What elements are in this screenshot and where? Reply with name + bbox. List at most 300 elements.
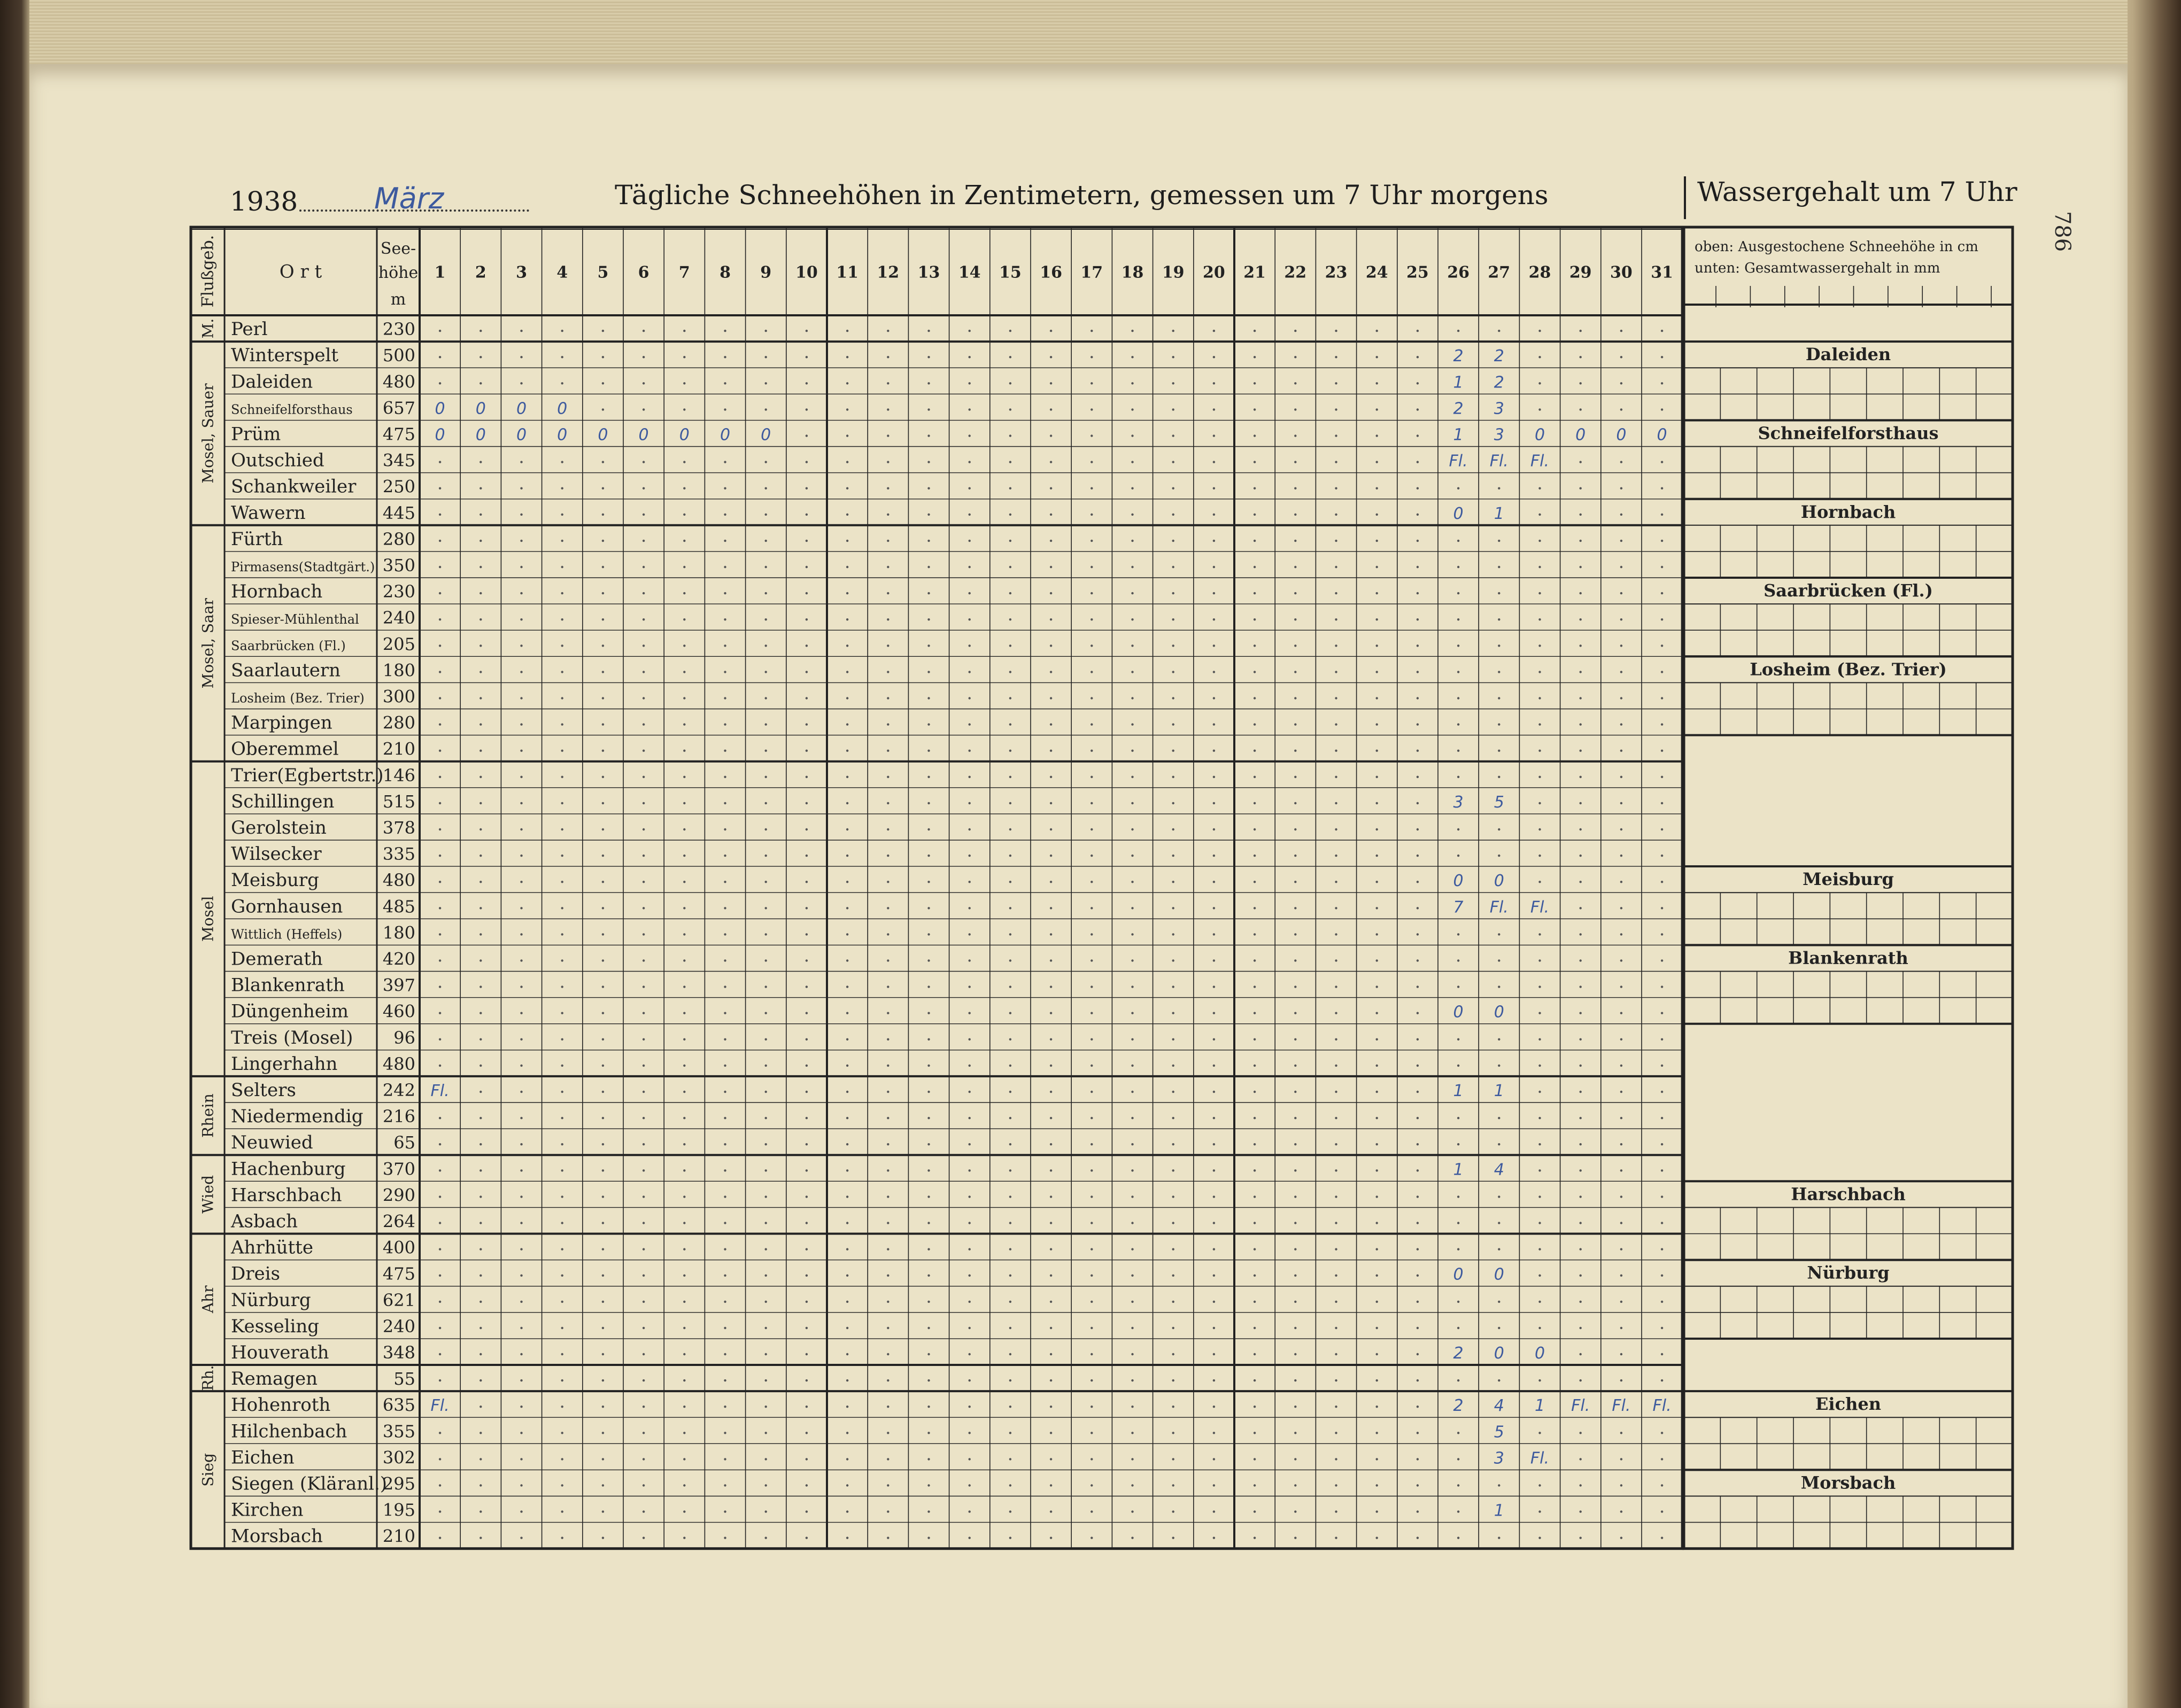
empty-dot: [887, 645, 889, 647]
empty-dot: [1457, 1379, 1459, 1381]
station-name: Treis (Mosel): [231, 1027, 353, 1049]
empty-dot: [1580, 723, 1582, 725]
empty-dot: [520, 1065, 522, 1067]
empty-dot: [439, 461, 441, 463]
empty-dot: [1213, 330, 1215, 332]
empty-dot: [1050, 802, 1052, 804]
empty-dot: [1213, 933, 1215, 935]
empty-dot: [1620, 1432, 1622, 1434]
empty-dot: [765, 1222, 767, 1224]
empty-dot: [846, 592, 848, 594]
empty-dot: [1498, 985, 1500, 988]
empty-dot: [1376, 933, 1378, 935]
empty-dot: [927, 1012, 930, 1014]
empty-dot: [1213, 776, 1215, 778]
empty-dot: [806, 408, 808, 410]
empty-dot: [927, 933, 930, 935]
empty-dot: [806, 697, 808, 699]
empty-dot: [1050, 1117, 1052, 1119]
empty-dot: [806, 1038, 808, 1041]
empty-dot: [602, 1143, 604, 1145]
empty-dot: [479, 540, 482, 542]
empty-dot: [1254, 645, 1256, 647]
water-station-name: Blankenrath: [1788, 948, 1908, 968]
empty-dot: [1213, 828, 1215, 830]
empty-dot: [520, 1458, 522, 1460]
empty-dot: [1580, 330, 1582, 332]
empty-dot: [439, 1248, 441, 1250]
empty-dot: [927, 1432, 930, 1434]
empty-dot: [1457, 592, 1459, 594]
empty-dot: [1050, 1353, 1052, 1355]
empty-dot: [1254, 356, 1256, 358]
empty-dot: [1457, 618, 1459, 620]
empty-dot: [1335, 1117, 1337, 1119]
empty-dot: [520, 828, 522, 830]
empty-dot: [643, 750, 645, 752]
empty-dot: [439, 697, 441, 699]
empty-dot: [969, 1353, 971, 1355]
station-elevation: 280: [382, 712, 415, 733]
empty-dot: [1009, 1091, 1011, 1093]
empty-dot: [806, 1458, 808, 1460]
empty-dot: [439, 1195, 441, 1198]
empty-dot: [520, 1510, 522, 1512]
station-name: Dreis: [231, 1263, 280, 1285]
empty-dot: [1620, 959, 1622, 961]
elevation-header-line2: höhe: [378, 263, 419, 282]
empty-dot: [561, 1222, 563, 1224]
handwritten-value: 3: [1494, 1449, 1504, 1468]
empty-dot: [846, 1091, 848, 1093]
empty-dot: [1090, 697, 1093, 699]
empty-dot: [479, 1195, 482, 1198]
empty-dot: [969, 434, 971, 437]
empty-dot: [602, 828, 604, 830]
empty-dot: [1254, 1353, 1256, 1355]
empty-dot: [969, 408, 971, 410]
empty-dot: [846, 645, 848, 647]
empty-dot: [1457, 1458, 1459, 1460]
handwritten-value: Fl.: [430, 1082, 450, 1100]
handwritten-value: 0: [1494, 872, 1504, 891]
empty-dot: [887, 828, 889, 830]
empty-dot: [683, 1065, 685, 1067]
station-elevation: 420: [382, 949, 415, 969]
empty-dot: [561, 1353, 563, 1355]
empty-dot: [724, 750, 726, 752]
empty-dot: [887, 959, 889, 961]
empty-dot: [479, 1406, 482, 1408]
empty-dot: [927, 1065, 930, 1067]
empty-dot: [1172, 1353, 1174, 1355]
empty-dot: [1294, 1406, 1296, 1408]
empty-dot: [1498, 933, 1500, 935]
station-name: Remagen: [231, 1368, 318, 1390]
empty-dot: [1417, 645, 1419, 647]
empty-dot: [1254, 697, 1256, 699]
empty-dot: [806, 1222, 808, 1224]
empty-dot: [602, 697, 604, 699]
empty-dot: [1417, 461, 1419, 463]
empty-dot: [1335, 959, 1337, 961]
empty-dot: [1050, 1406, 1052, 1408]
handwritten-value: 0: [1534, 425, 1545, 445]
empty-dot: [1417, 723, 1419, 725]
empty-dot: [1294, 697, 1296, 699]
empty-dot: [1009, 959, 1011, 961]
empty-dot: [1661, 907, 1663, 909]
station-elevation: 280: [382, 529, 415, 549]
station-elevation: 230: [382, 319, 415, 340]
basin-label: Rh.: [199, 1365, 217, 1391]
empty-dot: [1213, 434, 1215, 437]
empty-dot: [602, 985, 604, 988]
station-name: Asbach: [231, 1210, 298, 1232]
empty-dot: [1417, 1012, 1419, 1014]
station-name: Harschbach: [231, 1184, 342, 1206]
empty-dot: [927, 1301, 930, 1303]
empty-dot: [1050, 907, 1052, 909]
empty-dot: [561, 330, 563, 332]
empty-dot: [1661, 1484, 1663, 1486]
empty-dot: [1661, 1117, 1663, 1119]
empty-dot: [1457, 1143, 1459, 1145]
empty-dot: [724, 907, 726, 909]
empty-dot: [1620, 408, 1622, 410]
empty-dot: [479, 1248, 482, 1250]
empty-dot: [927, 1038, 930, 1041]
empty-dot: [561, 697, 563, 699]
empty-dot: [1580, 1065, 1582, 1067]
empty-dot: [683, 1038, 685, 1041]
page-number: 786: [2050, 211, 2075, 252]
empty-dot: [520, 1117, 522, 1119]
empty-dot: [887, 1510, 889, 1512]
empty-dot: [1335, 566, 1337, 568]
station-elevation: 210: [382, 739, 415, 759]
empty-dot: [1050, 828, 1052, 830]
empty-dot: [683, 1432, 685, 1434]
empty-dot: [969, 461, 971, 463]
empty-dot: [1538, 1275, 1541, 1277]
empty-dot: [1580, 671, 1582, 673]
empty-dot: [1457, 671, 1459, 673]
empty-dot: [846, 855, 848, 857]
station-name: Hohenroth: [231, 1394, 331, 1416]
empty-dot: [1376, 723, 1378, 725]
empty-dot: [1009, 933, 1011, 935]
empty-dot: [1131, 697, 1133, 699]
day-header: 25: [1406, 263, 1429, 282]
empty-dot: [520, 750, 522, 752]
empty-dot: [1580, 1012, 1582, 1014]
empty-dot: [1457, 1510, 1459, 1512]
empty-dot: [1009, 382, 1011, 384]
empty-dot: [887, 1143, 889, 1145]
empty-dot: [1580, 1169, 1582, 1171]
empty-dot: [1376, 1038, 1378, 1041]
empty-dot: [1580, 1248, 1582, 1250]
empty-dot: [927, 1222, 930, 1224]
empty-dot: [1538, 1327, 1541, 1329]
empty-dot: [765, 1117, 767, 1119]
empty-dot: [1131, 645, 1133, 647]
empty-dot: [561, 1458, 563, 1460]
empty-dot: [969, 382, 971, 384]
empty-dot: [643, 828, 645, 830]
empty-dot: [1131, 540, 1133, 542]
empty-dot: [887, 618, 889, 620]
empty-dot: [1294, 723, 1296, 725]
empty-dot: [602, 1510, 604, 1512]
empty-dot: [765, 828, 767, 830]
empty-dot: [1213, 1510, 1215, 1512]
empty-dot: [1457, 776, 1459, 778]
empty-dot: [927, 514, 930, 516]
empty-dot: [1009, 1458, 1011, 1460]
empty-dot: [561, 1537, 563, 1539]
empty-dot: [1172, 1091, 1174, 1093]
empty-dot: [683, 487, 685, 490]
empty-dot: [1294, 1012, 1296, 1014]
handwritten-value: Fl.: [1489, 452, 1509, 471]
empty-dot: [1376, 828, 1378, 830]
empty-dot: [1050, 723, 1052, 725]
empty-dot: [479, 592, 482, 594]
empty-dot: [561, 881, 563, 883]
empty-dot: [1172, 671, 1174, 673]
empty-dot: [927, 434, 930, 437]
empty-dot: [1050, 645, 1052, 647]
empty-dot: [1050, 1510, 1052, 1512]
empty-dot: [1172, 1379, 1174, 1381]
empty-dot: [806, 540, 808, 542]
empty-dot: [1254, 776, 1256, 778]
empty-dot: [1661, 1353, 1663, 1355]
empty-dot: [1335, 618, 1337, 620]
empty-dot: [1376, 514, 1378, 516]
empty-dot: [1580, 1275, 1582, 1277]
empty-dot: [602, 1038, 604, 1041]
empty-dot: [439, 1117, 441, 1119]
empty-dot: [520, 514, 522, 516]
empty-dot: [1131, 1458, 1133, 1460]
empty-dot: [602, 1537, 604, 1539]
empty-dot: [724, 1012, 726, 1014]
empty-dot: [1620, 592, 1622, 594]
empty-dot: [1090, 1458, 1093, 1460]
empty-dot: [1131, 1379, 1133, 1381]
empty-dot: [1417, 907, 1419, 909]
empty-dot: [683, 1091, 685, 1093]
handwritten-value: 0: [1575, 425, 1586, 445]
empty-dot: [1213, 907, 1215, 909]
day-header: 28: [1528, 263, 1551, 282]
empty-dot: [1376, 540, 1378, 542]
empty-dot: [969, 933, 971, 935]
empty-dot: [439, 618, 441, 620]
empty-dot: [643, 1117, 645, 1119]
empty-dot: [927, 723, 930, 725]
empty-dot: [969, 802, 971, 804]
empty-dot: [1498, 1195, 1500, 1198]
empty-dot: [1498, 1301, 1500, 1303]
empty-dot: [1498, 1065, 1500, 1067]
empty-dot: [1050, 855, 1052, 857]
empty-dot: [1172, 985, 1174, 988]
empty-dot: [1538, 382, 1541, 384]
empty-dot: [643, 1432, 645, 1434]
empty-dot: [969, 356, 971, 358]
empty-dot: [765, 1038, 767, 1041]
station-elevation: 295: [382, 1473, 415, 1494]
station-elevation: 460: [382, 1001, 415, 1022]
station-elevation: 475: [382, 1263, 415, 1284]
day-header: 6: [638, 263, 649, 282]
empty-dot: [969, 1432, 971, 1434]
empty-dot: [1498, 1222, 1500, 1224]
empty-dot: [1172, 1195, 1174, 1198]
empty-dot: [1498, 330, 1500, 332]
header-year: 1938: [230, 186, 298, 217]
empty-dot: [887, 1012, 889, 1014]
empty-dot: [1090, 828, 1093, 830]
empty-dot: [806, 514, 808, 516]
empty-dot: [1661, 1143, 1663, 1145]
station-elevation: 250: [382, 476, 415, 497]
empty-dot: [1538, 1484, 1541, 1486]
empty-dot: [439, 933, 441, 935]
empty-dot: [1294, 1301, 1296, 1303]
header-month-handwritten: März: [374, 182, 444, 215]
empty-dot: [1254, 1065, 1256, 1067]
empty-dot: [1131, 514, 1133, 516]
empty-dot: [1131, 1484, 1133, 1486]
handwritten-value: 0: [516, 425, 527, 445]
water-content-title: Wassergehalt um 7 Uhr: [1697, 176, 2017, 207]
empty-dot: [479, 959, 482, 961]
empty-dot: [683, 540, 685, 542]
empty-dot: [1090, 1117, 1093, 1119]
empty-dot: [1620, 382, 1622, 384]
station-name: Hornbach: [231, 581, 323, 603]
empty-dot: [1131, 985, 1133, 988]
empty-dot: [1580, 514, 1582, 516]
empty-dot: [561, 1275, 563, 1277]
empty-dot: [1457, 566, 1459, 568]
empty-dot: [927, 356, 930, 358]
empty-dot: [1294, 540, 1296, 542]
empty-dot: [927, 907, 930, 909]
empty-dot: [887, 1195, 889, 1198]
empty-dot: [1090, 434, 1093, 437]
empty-dot: [1620, 1327, 1622, 1329]
empty-dot: [1172, 1065, 1174, 1067]
empty-dot: [1376, 1379, 1378, 1381]
empty-dot: [1172, 1169, 1174, 1171]
empty-dot: [806, 1012, 808, 1014]
empty-dot: [561, 1484, 563, 1486]
empty-dot: [1335, 592, 1337, 594]
station-name: Daleiden: [231, 371, 313, 393]
empty-dot: [1009, 487, 1011, 490]
empty-dot: [479, 1091, 482, 1093]
empty-dot: [969, 828, 971, 830]
empty-dot: [1294, 408, 1296, 410]
empty-dot: [602, 540, 604, 542]
empty-dot: [561, 461, 563, 463]
empty-dot: [1457, 959, 1459, 961]
handwritten-value: 1: [1494, 1082, 1504, 1100]
empty-dot: [1661, 985, 1663, 988]
empty-dot: [1661, 330, 1663, 332]
empty-dot: [846, 697, 848, 699]
basin-label: Mosel: [199, 896, 217, 942]
station-elevation: 240: [382, 608, 415, 628]
station-name: Blankenrath: [231, 974, 345, 996]
empty-dot: [765, 461, 767, 463]
empty-dot: [969, 1038, 971, 1041]
empty-dot: [765, 750, 767, 752]
empty-dot: [439, 1379, 441, 1381]
water-station-name: Saarbrücken (Fl.): [1764, 580, 1933, 601]
empty-dot: [1580, 1327, 1582, 1329]
handwritten-value: 0: [475, 425, 486, 445]
empty-dot: [1050, 1091, 1052, 1093]
empty-dot: [1294, 776, 1296, 778]
empty-dot: [561, 487, 563, 490]
empty-dot: [1213, 408, 1215, 410]
empty-dot: [969, 514, 971, 516]
empty-dot: [927, 697, 930, 699]
station-name: Schillingen: [231, 790, 335, 812]
empty-dot: [602, 776, 604, 778]
empty-dot: [1620, 881, 1622, 883]
empty-dot: [1009, 461, 1011, 463]
empty-dot: [1172, 645, 1174, 647]
station-name: Wawern: [231, 502, 306, 524]
day-header: 15: [999, 263, 1022, 282]
empty-dot: [1254, 514, 1256, 516]
empty-dot: [643, 330, 645, 332]
empty-dot: [683, 907, 685, 909]
empty-dot: [1417, 1353, 1419, 1355]
empty-dot: [1620, 1353, 1622, 1355]
empty-dot: [643, 1143, 645, 1145]
empty-dot: [561, 645, 563, 647]
empty-dot: [887, 723, 889, 725]
empty-dot: [1294, 1458, 1296, 1460]
empty-dot: [1620, 1379, 1622, 1381]
empty-dot: [1050, 1012, 1052, 1014]
empty-dot: [1090, 1169, 1093, 1171]
handwritten-value: 0: [638, 425, 649, 445]
empty-dot: [765, 697, 767, 699]
empty-dot: [1090, 1038, 1093, 1041]
empty-dot: [1335, 723, 1337, 725]
empty-dot: [1050, 514, 1052, 516]
empty-dot: [765, 487, 767, 490]
handwritten-value: 0: [435, 425, 445, 445]
empty-dot: [1050, 566, 1052, 568]
station-elevation: 264: [382, 1211, 415, 1232]
empty-dot: [806, 1301, 808, 1303]
empty-dot: [969, 330, 971, 332]
empty-dot: [1498, 671, 1500, 673]
empty-dot: [1213, 985, 1215, 988]
empty-dot: [887, 1038, 889, 1041]
